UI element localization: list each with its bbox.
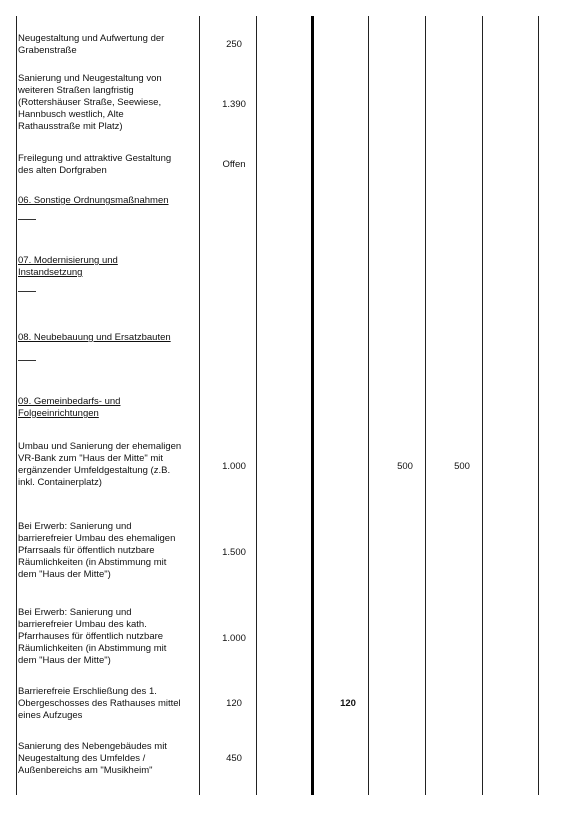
cost-value: 1.500 xyxy=(222,547,246,558)
year-value: 500 xyxy=(397,461,413,472)
measure-description: Bei Erwerb: Sanierung und barrierefreier Umbau des ehemaligen Pfarrsaals für öffentlich nutzbare Räumlichkeiten (in Abstimmung mit dem "Haus der Mitte") xyxy=(18,521,176,580)
measure-description: Neugestaltung und Aufwertung der Grabenstraße xyxy=(18,33,165,56)
column-rule xyxy=(482,16,483,795)
measure-description: Freilegung und attraktive Gestaltung des alten Dorfgraben xyxy=(18,153,172,176)
column-rule xyxy=(256,16,257,795)
measure-description: Barrierefreie Erschließung des 1. Obergeschosses des Rathauses mittel eines Aufzuges xyxy=(18,686,181,721)
empty-dash xyxy=(18,291,36,292)
column-rule xyxy=(425,16,426,795)
cost-value: 250 xyxy=(226,39,242,50)
column-rule-thick xyxy=(311,16,314,795)
year-value: 500 xyxy=(454,461,470,472)
empty-dash xyxy=(18,219,36,220)
cost-value: 1.000 xyxy=(222,461,246,472)
measure-description: Sanierung und Neugestaltung von weiteren Straßen langfristig (Rottershäuser Straße, Seewiese, Hannbusch westlich, Alte Rathausstraße mit Platz) xyxy=(18,73,162,132)
year-value: 120 xyxy=(340,698,356,709)
section-header: 06. Sonstige Ordnungsmaßnahmen xyxy=(18,195,169,206)
cost-value: 120 xyxy=(226,698,242,709)
cost-value: 1.000 xyxy=(222,633,246,644)
section-header: 09. Gemeinbedarfs- und Folgeeinrichtungen xyxy=(18,396,121,419)
empty-dash xyxy=(18,360,36,361)
section-header: 07. Modernisierung und Instandsetzung xyxy=(18,255,118,278)
measure-description: Bei Erwerb: Sanierung und barrierefreier Umbau des kath. Pfarrhauses für öffentlich nutzbare Räumlichkeiten (in Abstimmung mit dem "Haus der Mitte") xyxy=(18,607,167,666)
measure-description: Sanierung des Nebengebäudes mit Neugestaltung des Umfeldes / Außenbereichs am "Musikheim" xyxy=(18,741,167,776)
section-header: 08. Neubebauung und Ersatzbauten xyxy=(18,332,171,343)
cost-value: 1.390 xyxy=(222,99,246,110)
column-rule xyxy=(16,16,17,795)
measure-description: Umbau und Sanierung der ehemaligen VR-Bank zum "Haus der Mitte" mit ergänzender Umfeldgestaltung (z.B. inkl. Containerplatz) xyxy=(18,441,182,488)
column-rule xyxy=(538,16,539,795)
cost-value: Offen xyxy=(222,159,246,170)
column-rule xyxy=(368,16,369,795)
cost-value: 450 xyxy=(226,753,242,764)
